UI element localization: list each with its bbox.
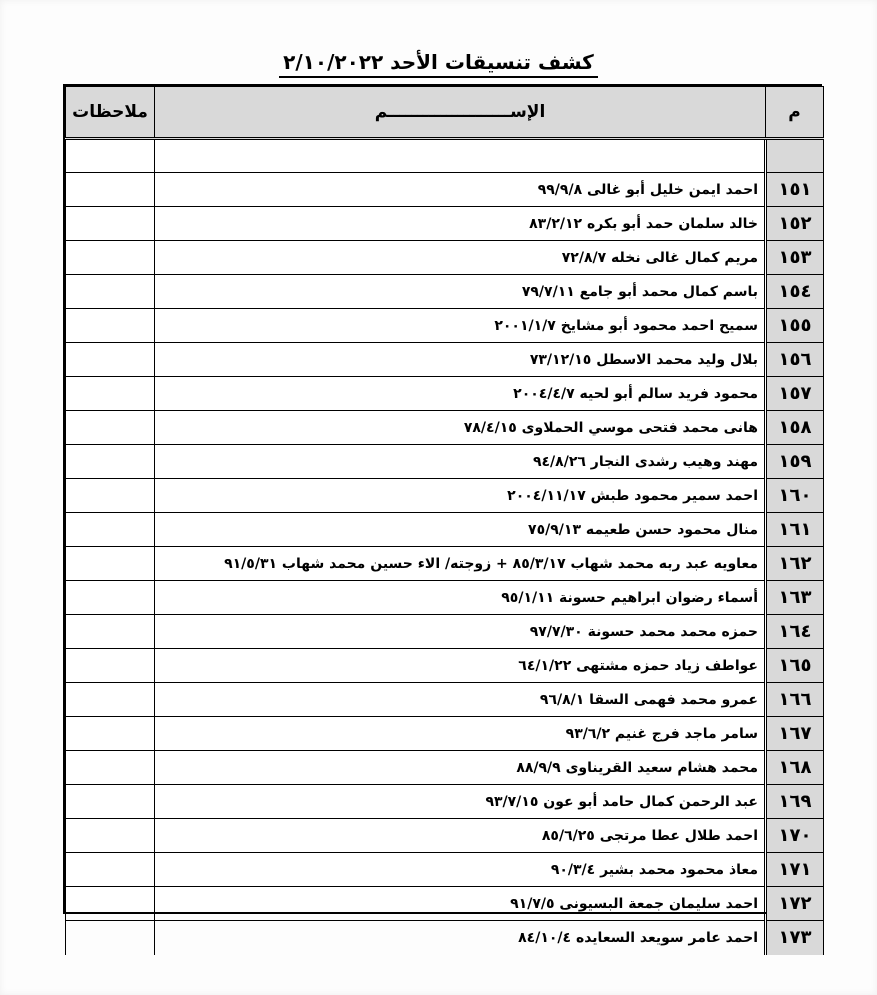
- table-row: [66, 887, 824, 921]
- table-row: [66, 377, 824, 411]
- row-name: محمود فريد سالم أبو لحيه ٢٠٠٤/٤/٧: [155, 377, 766, 411]
- row-notes: [66, 479, 155, 513]
- table-spacer: [66, 139, 824, 173]
- row-notes: [66, 377, 155, 411]
- row-notes: [66, 717, 155, 751]
- row-number: ١٧٣: [766, 921, 824, 955]
- row-name: سميح احمد محمود أبو مشايخ ٢٠٠١/١/٧: [155, 309, 766, 343]
- table-body: [66, 139, 824, 955]
- row-name: عبد الرحمن كمال حامد أبو عون ٩٣/٧/١٥: [155, 785, 766, 819]
- row-number: ١٦٨: [766, 751, 824, 785]
- row-name: هانى محمد فتحى موسي الحملاوى ٧٨/٤/١٥: [155, 411, 766, 445]
- table-row: [66, 581, 824, 615]
- row-number: ١٦١: [766, 513, 824, 547]
- table-row: [66, 445, 824, 479]
- table-row: [66, 173, 824, 207]
- row-notes: [66, 751, 155, 785]
- table-row: [66, 717, 824, 751]
- row-number: ١٥٧: [766, 377, 824, 411]
- row-name: حمزه محمد محمد حسونة ٩٧/٧/٣٠: [155, 615, 766, 649]
- table-row: [66, 275, 824, 309]
- table-row: [66, 751, 824, 785]
- header-notes: ملاحظات: [66, 87, 155, 139]
- row-notes: [66, 887, 155, 921]
- table-row: [66, 921, 824, 955]
- table-row: [66, 411, 824, 445]
- row-notes: [66, 309, 155, 343]
- row-number: ١٥٣: [766, 241, 824, 275]
- table-row: [66, 853, 824, 887]
- row-notes: [66, 785, 155, 819]
- row-number: ١٥٨: [766, 411, 824, 445]
- row-number: ١٥٩: [766, 445, 824, 479]
- row-name: مريم كمال غالى نخله ٧٢/٨/٧: [155, 241, 766, 275]
- row-notes: [66, 411, 155, 445]
- table-row: [66, 649, 824, 683]
- row-number: ١٦٤: [766, 615, 824, 649]
- row-notes: [66, 683, 155, 717]
- row-notes: [66, 819, 155, 853]
- row-name: خالد سلمان حمد أبو بكره ٨٣/٢/١٢: [155, 207, 766, 241]
- table-row: [66, 513, 824, 547]
- row-number: ١٦٣: [766, 581, 824, 615]
- header-name: الإســـــــــــــــــــــم: [155, 87, 766, 139]
- row-notes: [66, 581, 155, 615]
- row-number: ١٥٤: [766, 275, 824, 309]
- table-header-row: [66, 87, 824, 139]
- row-notes: [66, 547, 155, 581]
- row-name: سامر ماجد فرج غنيم ٩٣/٦/٢: [155, 717, 766, 751]
- row-number: ١٦٦: [766, 683, 824, 717]
- row-number: ١٥٦: [766, 343, 824, 377]
- row-name: احمد عامر سويعد السعايده ٨٤/١٠/٤: [155, 921, 766, 955]
- row-name: أسماء رضوان ابراهيم حسونة ٩٥/١/١١: [155, 581, 766, 615]
- row-number: ١٦٧: [766, 717, 824, 751]
- row-number: ١٦٠: [766, 479, 824, 513]
- row-name: عمرو محمد فهمى السقا ٩٦/٨/١: [155, 683, 766, 717]
- row-number: ١٥١: [766, 173, 824, 207]
- row-notes: [66, 853, 155, 887]
- row-notes: [66, 275, 155, 309]
- table-row: [66, 547, 824, 581]
- names-table-frame: [63, 84, 822, 949]
- names-table: [65, 86, 824, 955]
- row-number: ١٥٥: [766, 309, 824, 343]
- row-name: احمد سليمان جمعة البسيونى ٩١/٧/٥: [155, 887, 766, 921]
- row-name: مهند وهيب رشدى النجار ٩٤/٨/٢٦: [155, 445, 766, 479]
- row-name: معاويه عبد ربه محمد شهاب ٨٥/٣/١٧ + زوجته/ الاء حسين محمد شهاب ٩١/٥/٣١: [155, 547, 766, 581]
- row-name: محمد هشام سعيد القريناوى ٨٨/٩/٩: [155, 751, 766, 785]
- row-number: ١٦٩: [766, 785, 824, 819]
- row-number: ١٧٢: [766, 887, 824, 921]
- row-notes: [66, 207, 155, 241]
- row-name: معاذ محمود محمد بشير ٩٠/٣/٤: [155, 853, 766, 887]
- document-title: كشف تنسيقات الأحد ٢/١٠/٢٠٢٢: [0, 50, 877, 74]
- row-notes: [66, 921, 155, 955]
- table-row: [66, 241, 824, 275]
- row-name: احمد طلال عطا مرتجى ٨٥/٦/٢٥: [155, 819, 766, 853]
- row-number: ١٦٥: [766, 649, 824, 683]
- row-name: باسم كمال محمد أبو جامع ٧٩/٧/١١: [155, 275, 766, 309]
- table-row: [66, 785, 824, 819]
- table-row: [66, 819, 824, 853]
- row-name: احمد سمير محمود طبش ٢٠٠٤/١١/١٧: [155, 479, 766, 513]
- row-notes: [66, 445, 155, 479]
- row-notes: [66, 343, 155, 377]
- row-number: ١٦٢: [766, 547, 824, 581]
- row-notes: [66, 241, 155, 275]
- row-name: احمد ايمن خليل أبو غالى ٩٩/٩/٨: [155, 173, 766, 207]
- row-notes: [66, 615, 155, 649]
- row-name: منال محمود حسن طعيمه ٧٥/٩/١٣: [155, 513, 766, 547]
- row-notes: [66, 513, 155, 547]
- row-number: ١٥٢: [766, 207, 824, 241]
- row-name: عواطف زياد حمزه مشتهى ٦٤/١/٢٢: [155, 649, 766, 683]
- row-number: ١٧٠: [766, 819, 824, 853]
- table-row: [66, 207, 824, 241]
- row-notes: [66, 173, 155, 207]
- table-row: [66, 309, 824, 343]
- table-row: [66, 683, 824, 717]
- header-number: م: [766, 87, 824, 139]
- row-notes: [66, 649, 155, 683]
- table-row: [66, 343, 824, 377]
- table-row: [66, 615, 824, 649]
- row-name: بلال وليد محمد الاسطل ٧٣/١٢/١٥: [155, 343, 766, 377]
- row-number: ١٧١: [766, 853, 824, 887]
- table-row: [66, 479, 824, 513]
